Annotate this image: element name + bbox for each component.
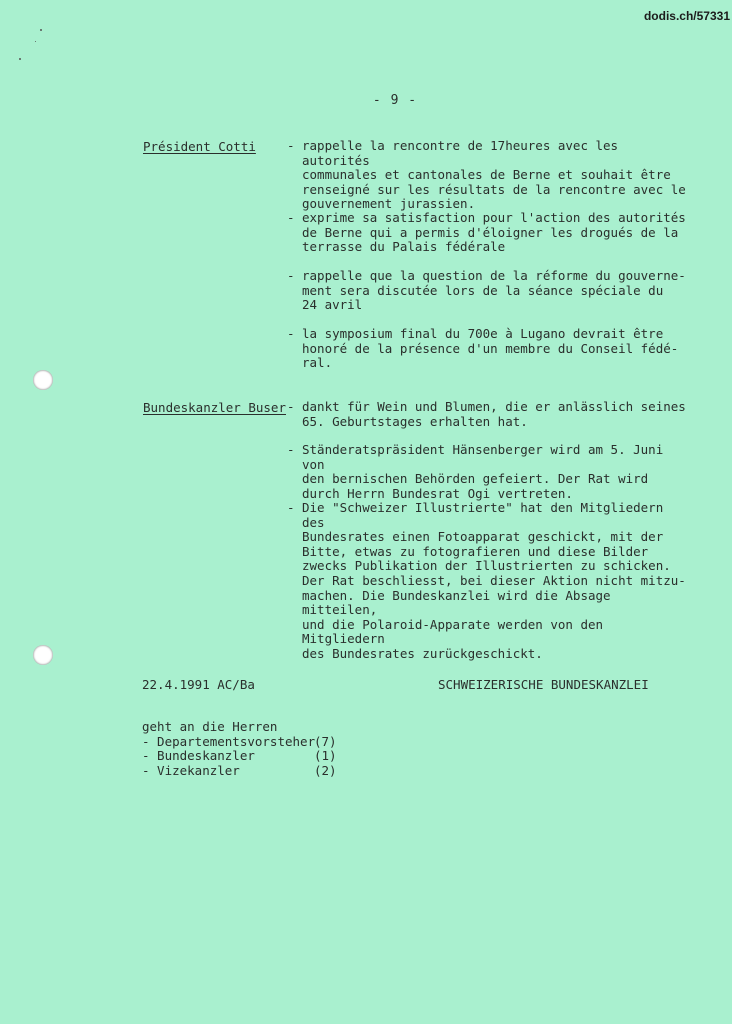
punch-hole: [33, 370, 53, 390]
distribution-list: [142, 720, 354, 778]
recipient-name: - Departementsvorsteher: [142, 733, 316, 749]
agenda-item: [287, 139, 687, 212]
recipient-name: - Vizekanzler: [142, 762, 240, 778]
paper-speck: [40, 29, 42, 31]
issuing-organization: SCHWEIZERISCHE BUNDESKANZLEI: [438, 677, 649, 692]
agenda-item: [287, 269, 687, 313]
distribution-row: [142, 764, 354, 779]
page-number: - 9 -: [372, 93, 418, 108]
item-text: la symposium final du 700e à Lugano devrait être honoré de la présence d'un membre du Conseil fédé- ral.: [302, 326, 679, 371]
agenda-item: [287, 400, 687, 429]
item-dash: -: [287, 442, 295, 457]
recipient-count: (1): [314, 748, 337, 764]
item-dash: -: [287, 326, 295, 341]
item-dash: -: [287, 399, 295, 414]
item-text: Die "Schweizer Illustrierte" hat den Mitgliedern des Bundesrates einen Fotoapparat geschickt, mit der Bitte, etwas zu fotografieren und diese Bilder zwecks Publikation der Illustrierten zu schicken. Der Rat beschliesst, bei dieser Aktion nicht mitzu- machen. Die Bundeskanzlei wird die Absage mitteilen, und die Polaroid-Apparate werden von den Mitgliedern des Bundesrates zurückgeschickt.: [302, 500, 686, 661]
recipient-count: (2): [314, 762, 337, 778]
agenda-item: [287, 211, 687, 255]
item-dash: -: [287, 500, 295, 515]
item-text: Ständeratspräsident Hänsenberger wird am 5. Juni von den bernischen Behörden gefeiert. Der Rat wird durch Herrn Bundesrat Ogi vertreten.: [302, 442, 664, 501]
item-dash: -: [287, 210, 295, 225]
paper-speck: [35, 41, 36, 42]
item-text: exprime sa satisfaction pour l'action des autorités de Berne qui a permis d'éloigner les drogués de la terrasse du Palais fédérale: [302, 210, 686, 255]
recipient-count: (7): [314, 733, 337, 749]
punch-hole: [33, 645, 53, 665]
distribution-row: [142, 749, 354, 764]
item-dash: -: [287, 138, 295, 153]
paper-speck: [19, 58, 21, 60]
item-text: rappelle que la question de la réforme du gouverne- ment sera discutée lors de la séance spéciale du 24 avril: [302, 268, 686, 313]
item-dash: -: [287, 268, 295, 283]
speaker-bundeskanzler-buser: Bundeskanzler Buser: [143, 400, 286, 415]
distribution-row: [142, 735, 354, 750]
speaker-president-cotti: Président Cotti: [143, 139, 256, 154]
agenda-item: [287, 327, 687, 371]
item-text: rappelle la rencontre de 17heures avec les autorités communales et cantonales de Berne et souhait être renseigné sur les résultats de la rencontre avec le gouvernement jurassien.: [302, 138, 686, 212]
agenda-item: [287, 501, 687, 662]
agenda-item: [287, 443, 687, 501]
recipient-name: - Bundeskanzler: [142, 748, 255, 764]
document-date-reference: 22.4.1991 AC/Ba: [142, 677, 255, 692]
source-reference: dodis.ch/57331: [643, 9, 730, 23]
item-text: dankt für Wein und Blumen, die er anlässlich seines 65. Geburtstages erhalten hat.: [302, 399, 686, 429]
distribution-heading: geht an die Herren: [142, 719, 278, 734]
